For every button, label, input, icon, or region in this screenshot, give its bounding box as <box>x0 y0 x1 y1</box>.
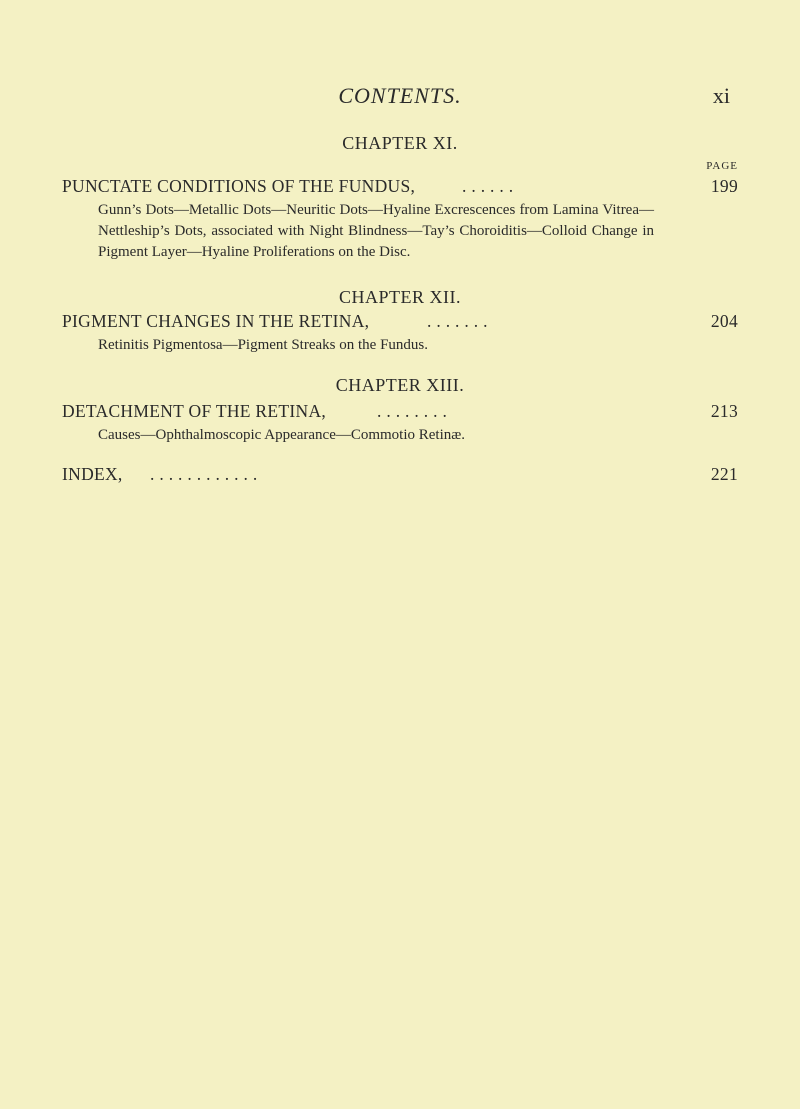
toc-entry-page: 221 <box>710 464 738 484</box>
chapter-summary: Causes—Ophthalmoscopic Appearance—Commotio Retinæ. <box>98 427 466 443</box>
running-header-title: CONTENTS. <box>338 83 462 108</box>
toc-entry <box>62 401 738 425</box>
toc-entry-title: PUNCTATE CONDITIONS OF THE FUNDUS, <box>62 176 416 196</box>
dot-leader: . . . . . . . . <box>377 401 448 421</box>
page-number-roman: xi <box>712 83 730 108</box>
chapter-summary: Retinitis Pigmentosa—Pigment Streaks on the Fundus. <box>98 337 428 353</box>
toc-entry-title: PIGMENT CHANGES IN THE RETINA, <box>62 311 370 331</box>
toc-entry-page: 199 <box>710 176 738 196</box>
toc-entry-index <box>62 464 738 488</box>
toc-entry <box>62 176 738 200</box>
toc-entry-page: 213 <box>710 401 738 421</box>
toc-entry-title: INDEX, <box>62 464 123 484</box>
toc-entry-page: 204 <box>710 311 738 331</box>
page-column-label: PAGE <box>706 160 738 172</box>
chapter-heading: CHAPTER XI. <box>342 133 458 153</box>
dot-leader: . . . . . . . <box>427 311 488 331</box>
chapter-heading: CHAPTER XIII. <box>335 375 465 395</box>
chapter-heading: CHAPTER XII. <box>339 287 461 307</box>
chapter-summary: Gunn’s Dots—Metallic Dots—Neuritic Dots—Hyaline Excrescences from Lamina Vitrea—Nettleship’s Dots, associated with Night Blindness—Tay’s Choroiditis—Colloid Change in Pigment Layer—Hyaline Proliferations on the Disc. <box>98 202 654 260</box>
dot-leader: . . . . . . <box>462 176 514 196</box>
dot-leader: . . . . . . . . . . . . <box>150 464 258 484</box>
toc-entry-title: DETACHMENT OF THE RETINA, <box>62 401 327 421</box>
toc-entry <box>62 311 738 335</box>
